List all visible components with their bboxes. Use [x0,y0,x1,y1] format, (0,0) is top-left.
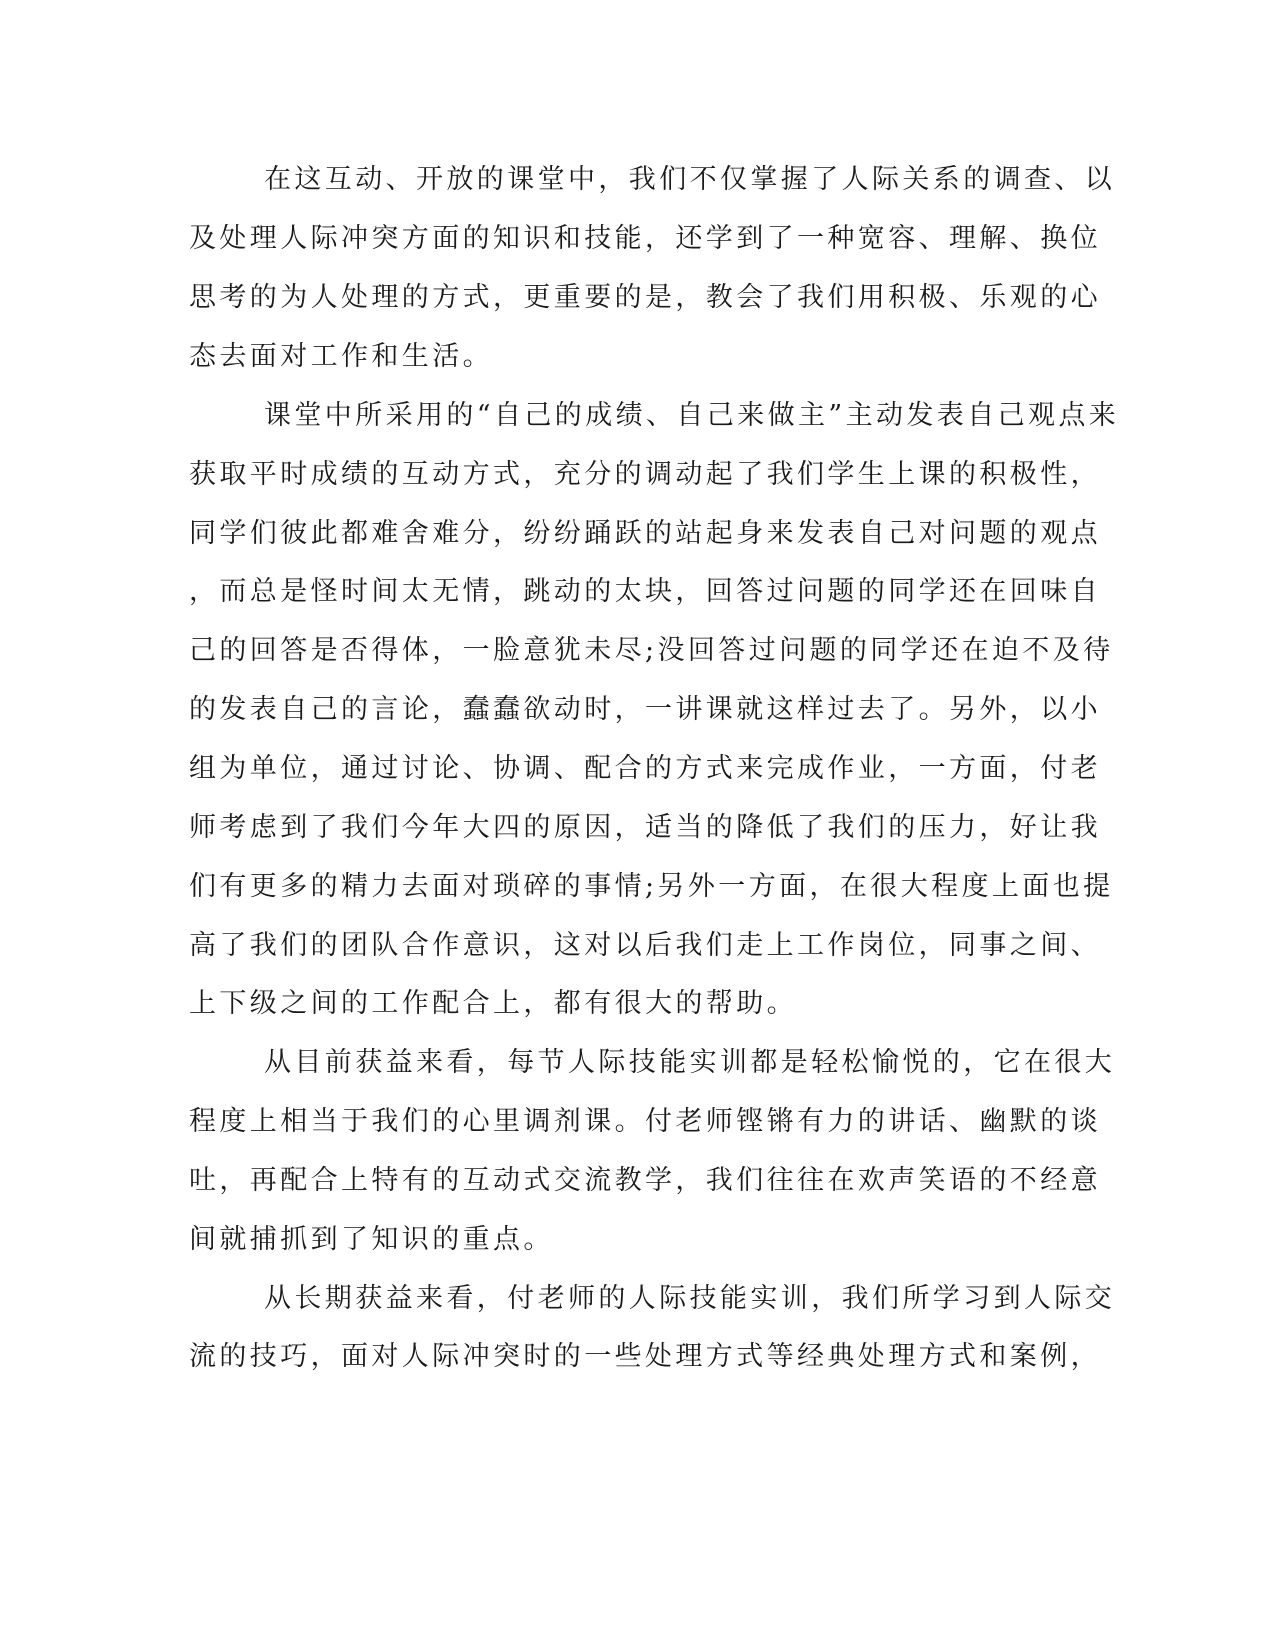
paragraph-4-line-2: 流的技巧，面对人际冲突时的一些处理方式等经典处理方式和案例， [189,1341,1101,1372]
paragraph-2-line-9: 们有更多的精力去面对琐碎的事情;另外一方面，在很大程度上面也提 [189,871,1114,902]
paragraph-3-line-4: 间就捕抓到了知识的重点。 [189,1224,554,1255]
paragraph-3-line-2: 程度上相当于我们的心里调剂课。付老师铿锵有力的讲话、幽默的谈 [189,1106,1101,1137]
paragraph-2-line-4: ，而总是怪时间太无情，跳动的太块，回答过问题的同学还在回味自 [189,576,1101,607]
paragraph-1-line-2: 及处理人际冲突方面的知识和技能，还学到了一种宽容、理解、换位 [189,223,1101,254]
paragraph-2-line-3: 同学们彼此都难舍难分，纷纷踊跃的站起身来发表自己对问题的观点 [189,518,1101,549]
paragraph-2-line-5: 己的回答是否得体，一脸意犹未尽;没回答过问题的同学还在迫不及待 [189,635,1114,666]
paragraph-2-line-1: 课堂中所采用的“自己的成绩、自己来做主”主动发表自己观点来 [264,400,1120,431]
paragraph-1-line-3: 思考的为人处理的方式，更重要的是，教会了我们用积极、乐观的心 [189,282,1101,313]
paragraph-2-line-7: 组为单位，通过讨论、协调、配合的方式来完成作业，一方面，付老 [189,753,1101,784]
paragraph-2-line-11: 上下级之间的工作配合上，都有很大的帮助。 [189,988,797,1019]
paragraph-2-line-6: 的发表自己的言论，蠢蠢欲动时，一讲课就这样过去了。另外，以小 [189,694,1101,725]
paragraph-3-line-3: 吐，再配合上特有的互动式交流教学，我们往往在欢声笑语的不经意 [189,1165,1101,1196]
paragraph-2-line-8: 师考虑到了我们今年大四的原因，适当的降低了我们的压力，好让我 [189,812,1101,843]
paragraph-3-line-1: 从目前获益来看，每节人际技能实训都是轻松愉悦的，它在很大 [264,1047,1116,1078]
paragraph-4-line-1: 从长期获益来看，付老师的人际技能实训，我们所学习到人际交 [264,1283,1116,1314]
paragraph-2-line-2: 获取平时成绩的互动方式，充分的调动起了我们学生上课的积极性， [189,459,1101,490]
paragraph-1-line-4: 态去面对工作和生活。 [189,341,493,372]
paragraph-1-line-1: 在这互动、开放的课堂中，我们不仅掌握了人际关系的调查、以 [264,164,1116,195]
paragraph-2-line-10: 高了我们的团队合作意识，这对以后我们走上工作岗位，同事之间、 [189,930,1101,961]
